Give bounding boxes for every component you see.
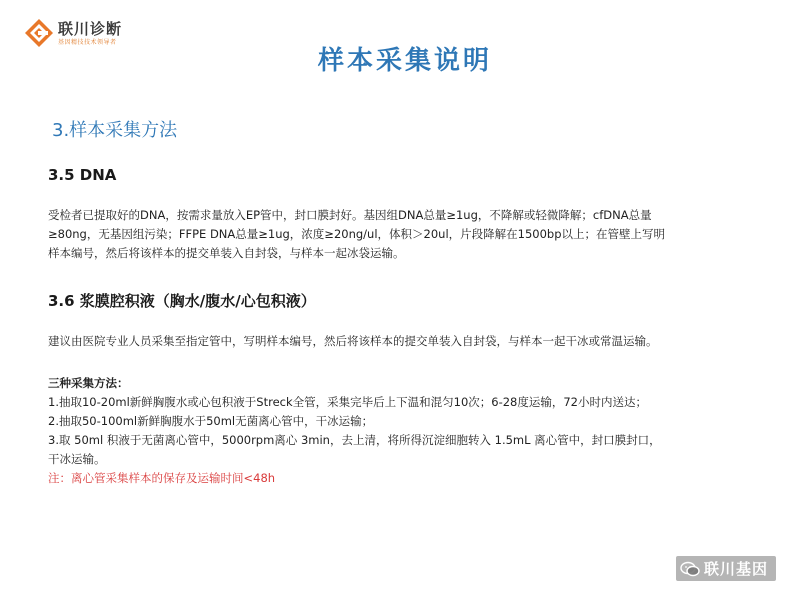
section-heading: 3.样本采集方法 xyxy=(52,120,178,141)
method-item: 3.取 50ml 积液于无菌离心管中，5000rpm离心 3min，去上清，将所得沉淀细胞转入 1.5mL 离心管中，封口膜封口， xyxy=(48,433,661,447)
dna-line: 样本编号，然后将该样本的提交单装入自封袋，与样本一起冰袋运输。 xyxy=(48,246,405,260)
dna-heading: 3.5 DNA xyxy=(48,166,117,184)
method-item: 2.抽取50-100ml新鲜胸腹水于50ml无菌离心管中，干冰运输； xyxy=(48,414,374,428)
watermark xyxy=(676,556,776,581)
fluid-line: 建议由医院专业人员采集至指定管中，写明样本编号，然后将该样本的提交单装入自封袋，与样本一起干冰或常温运输。 xyxy=(48,334,658,348)
method-item: 1.抽取10-20ml新鲜胸腹水或心包积液于Streck全管，采集完毕后上下温和混匀10次；6-28度运输，72小时内送达； xyxy=(48,395,647,409)
collection-methods xyxy=(48,374,661,488)
methods-title: 三种采集方法： xyxy=(48,376,129,390)
watermark-text: 联川基因 xyxy=(704,560,769,578)
dna-line: ≥80ng，无基因组污染；FFPE DNA总量≥1ug，浓度≥20ng/ul，体积＞20ul，片段降解在1500bp以上；在管壁上写明 xyxy=(48,227,666,241)
slide-title: 样本采集说明 xyxy=(317,46,492,76)
brand-slogan: 基因精技技术领导者 xyxy=(58,38,117,46)
storage-note: 注：离心管采集样本的保存及运输时间<48h xyxy=(48,471,276,485)
wechat-icon xyxy=(680,561,700,577)
dna-paragraph xyxy=(48,206,768,263)
method-item: 干冰运输。 xyxy=(48,452,106,466)
brand-name: 联川诊断 xyxy=(58,19,123,38)
fluid-paragraph xyxy=(48,332,768,351)
dna-line: 受检者已提取好的DNA，按需求量放入EP管中，封口膜封好。基因组DNA总量≥1ug，不降解或轻微降解；cfDNA总量 xyxy=(48,208,652,222)
fluid-heading: 3.6 浆膜腔积液（胸水/腹水/心包积液） xyxy=(48,292,316,310)
